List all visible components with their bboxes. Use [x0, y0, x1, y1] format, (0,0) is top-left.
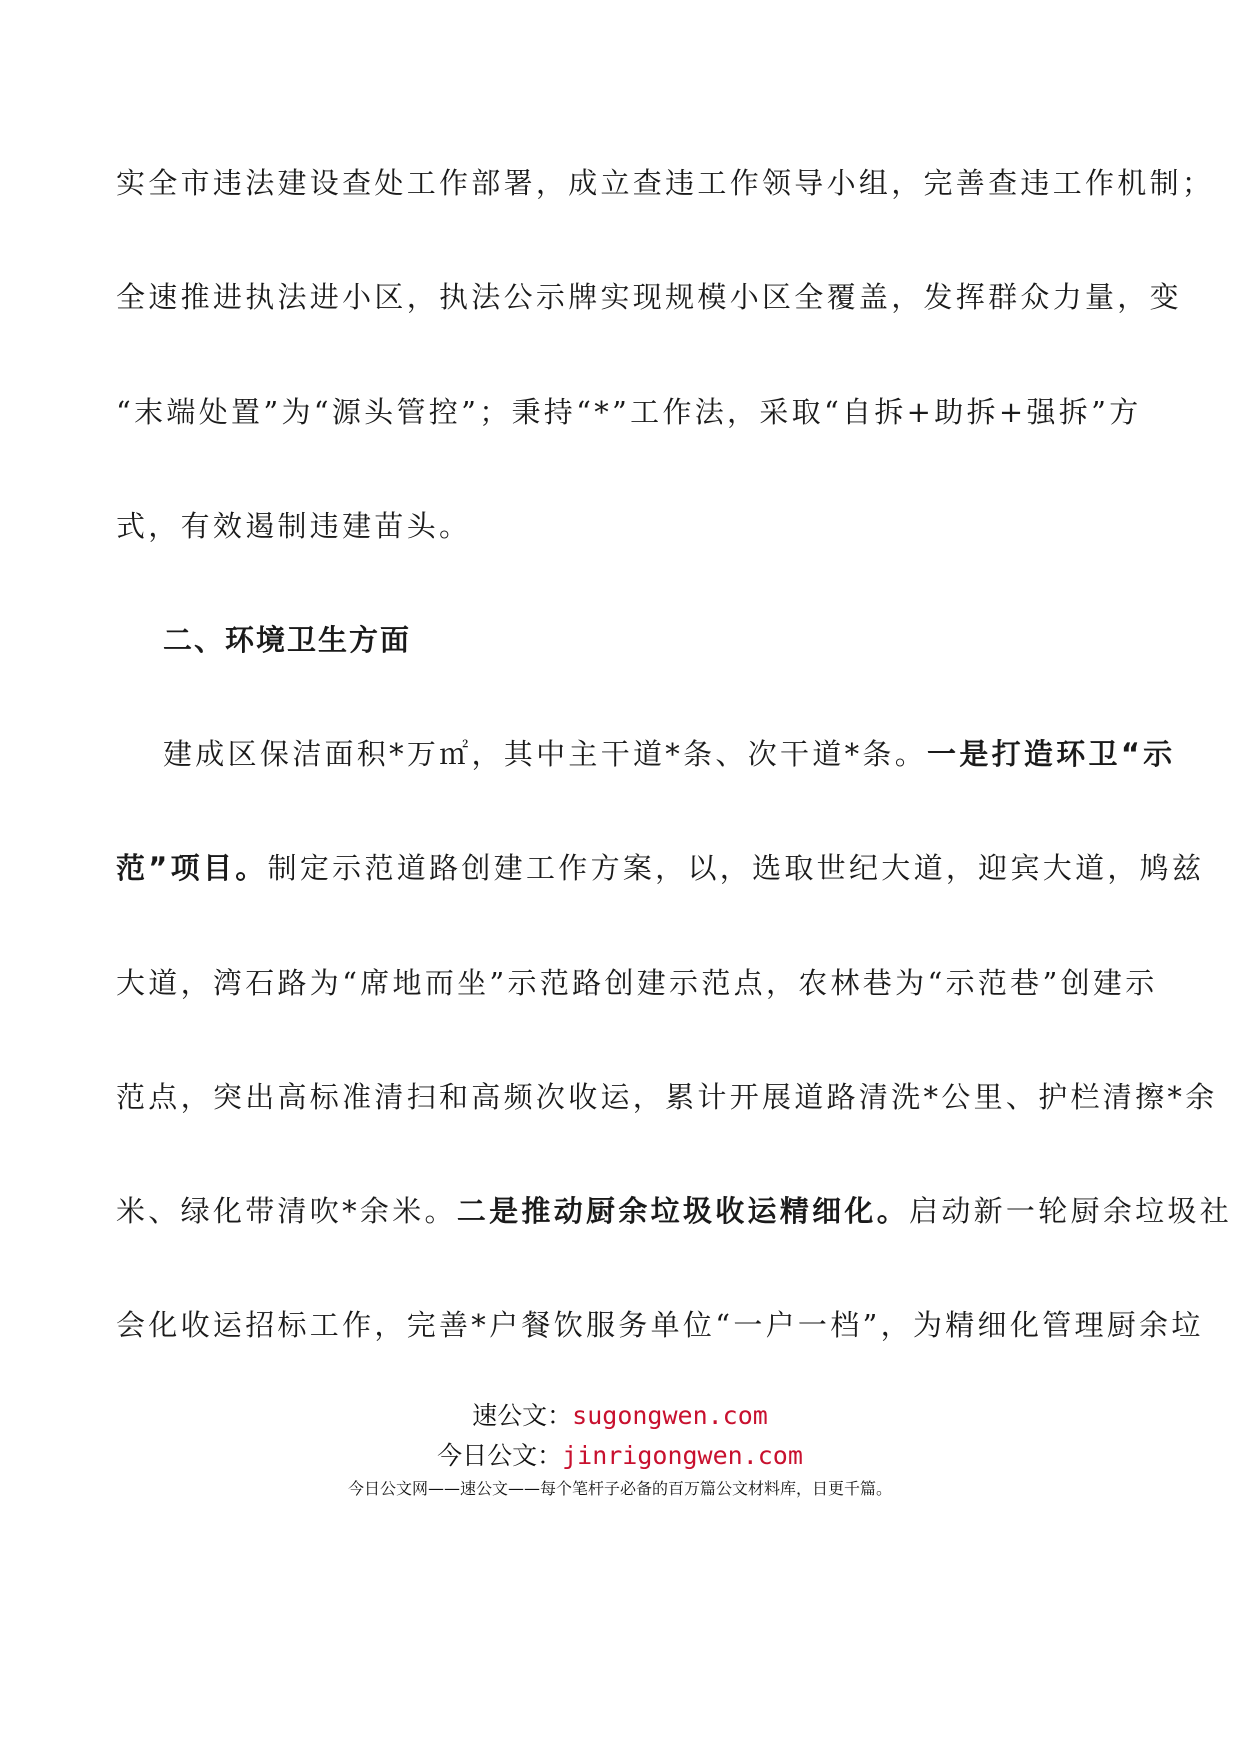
section-heading: 二、环境卫生方面	[163, 623, 412, 657]
footer-site-1-label: 速公文：	[472, 1401, 573, 1430]
para2-line-2-text: 制定示范道路创建工作方案，以，选取世纪大道，迎宾大道，鸠兹	[267, 851, 1205, 885]
footer-slogan: 今日公文网——速公文——每个笔杆子必备的百万篇公文材料库，日更千篇。	[347, 1479, 892, 1498]
para2-line-1-bold: 一是打造环卫“示	[927, 737, 1176, 771]
para2-line-2-bold: 范”项目。	[116, 851, 268, 885]
para2-line-5-bold: 二是推动厨余垃圾收运精细化。	[456, 1194, 910, 1228]
body-line-4: 式，有效遏制违建苗头。	[116, 509, 472, 543]
para2-line-1-text: 建成区保洁面积*万㎡，其中主干道*条、次干道*条。	[163, 737, 928, 771]
body-line-3: “末端处置”为“源头管控”；秉持“*”工作法，采取“自拆+助拆+强拆”方	[116, 395, 1142, 429]
para2-line-6: 会化收运招标工作，完善*户餐饮服务单位“一户一档”，为精细化管理厨余垃	[116, 1308, 1204, 1342]
para2-line-1	[163, 734, 1176, 774]
para2-line-5	[116, 1191, 1233, 1231]
para2-line-2	[116, 848, 1205, 888]
body-line-1: 实全市违法建设查处工作部署，成立查违工作领导小组，完善查违工作机制；	[116, 166, 1215, 200]
body-line-2: 全速推进执法进小区，执法公示牌实现规模小区全覆盖，发挥群众力量，变	[116, 280, 1182, 314]
para2-line-5-text: 米、绿化带清吹*余米。	[116, 1194, 457, 1228]
para2-line-4: 范点，突出高标准清扫和高频次收运，累计开展道路清洗*公里、护栏清擦*余	[116, 1080, 1218, 1114]
footer-site-2-label: 今日公文：	[437, 1441, 563, 1470]
para2-line-3: 大道，湾石路为“席地而坐”示范路创建示范点，农林巷为“示范巷”创建示	[116, 966, 1158, 1000]
footer-site-2	[0, 1436, 1240, 1472]
footer-site-1-link[interactable]: sugongwen.com	[572, 1401, 768, 1430]
footer-site-2-link[interactable]: jinrigongwen.com	[562, 1441, 803, 1470]
footer-site-1	[0, 1396, 1240, 1432]
para2-line-5-tail: 启动新一轮厨余垃圾社	[909, 1194, 1233, 1228]
